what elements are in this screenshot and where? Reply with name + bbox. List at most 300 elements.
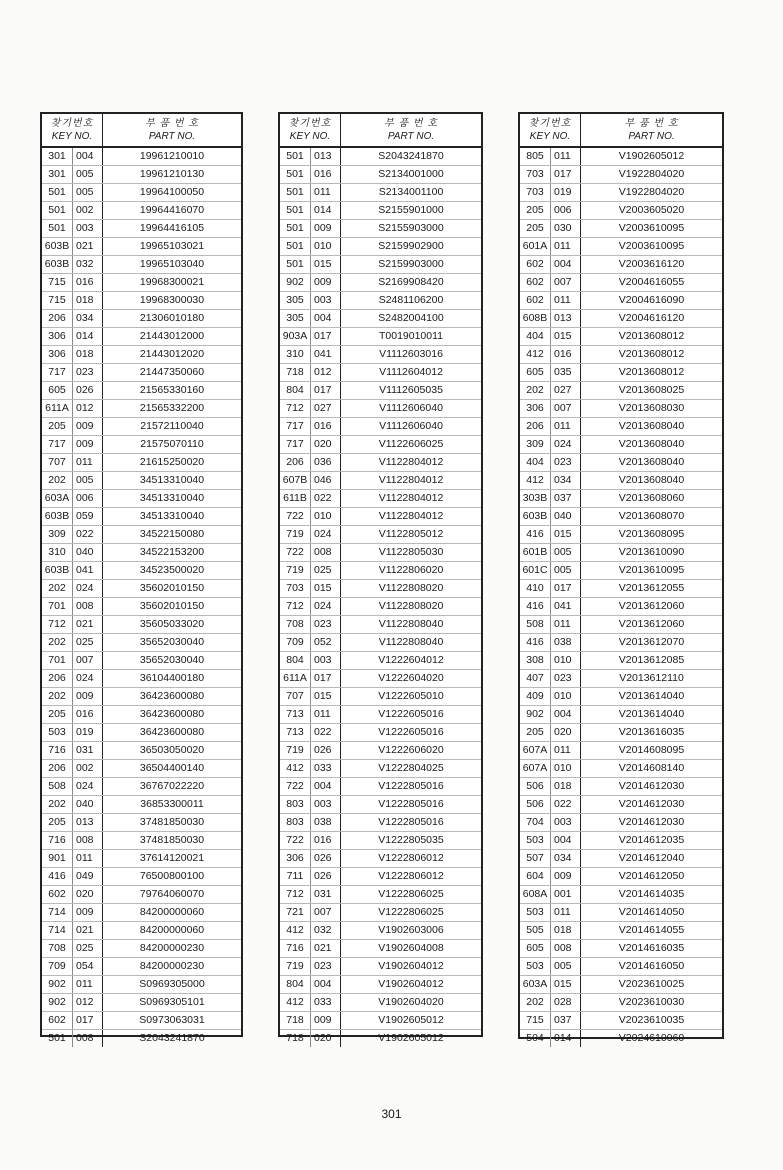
- key-group: 804: [280, 976, 311, 993]
- table-row: [280, 940, 481, 958]
- key-number: 023: [551, 454, 581, 471]
- table-row: [280, 706, 481, 724]
- part-number: 19965103021: [139, 240, 205, 252]
- key-group: 202: [520, 994, 551, 1011]
- key-number: 020: [311, 1030, 341, 1047]
- key-number: 011: [551, 238, 581, 255]
- part-number: V2013608012: [618, 330, 685, 342]
- key-group: 603B: [520, 508, 551, 525]
- table-row: [42, 418, 241, 436]
- key-number: 014: [551, 1030, 581, 1047]
- table-row: [520, 994, 722, 1012]
- part-number: 19961210010: [139, 150, 205, 162]
- table-row: [42, 742, 241, 760]
- table-row: [42, 778, 241, 796]
- table-row: [42, 454, 241, 472]
- key-number: 036: [311, 454, 341, 471]
- table-row: [280, 958, 481, 976]
- key-group: 718: [280, 364, 311, 381]
- key-number: 033: [311, 760, 341, 777]
- key-group: 501: [42, 202, 73, 219]
- part-number: 84200000230: [139, 942, 205, 954]
- part-number: V2013608025: [618, 384, 685, 396]
- key-number: 003: [311, 796, 341, 813]
- table-row: [42, 922, 241, 940]
- table-row: [42, 328, 241, 346]
- key-group: 501: [42, 1030, 73, 1047]
- key-group: 205: [42, 814, 73, 831]
- table-row: [280, 508, 481, 526]
- key-group: 713: [280, 724, 311, 741]
- table-row: [42, 616, 241, 634]
- table-row: [42, 670, 241, 688]
- key-number: 016: [311, 418, 341, 435]
- part-number: V2013612110: [619, 672, 684, 684]
- part-number: V2014614035: [618, 888, 685, 900]
- part-number: V1222806012: [378, 870, 444, 882]
- part-number: 76500800100: [139, 870, 205, 882]
- table-row: [280, 814, 481, 832]
- table-row: [520, 778, 722, 796]
- table-row: [520, 454, 722, 472]
- key-group: 804: [280, 382, 311, 399]
- key-number: 015: [551, 526, 581, 543]
- part-number: V2013610095: [618, 564, 685, 576]
- part-number: S2159903000: [378, 258, 444, 270]
- key-group: 507: [520, 850, 551, 867]
- key-group: 602: [520, 292, 551, 309]
- key-group: 412: [520, 346, 551, 363]
- key-group: 722: [280, 778, 311, 795]
- part-number: 36423600080: [139, 690, 205, 702]
- key-number: 015: [551, 328, 581, 345]
- key-group: 713: [280, 706, 311, 723]
- key-number: 008: [73, 1030, 103, 1047]
- part-number: V2013614040: [618, 708, 685, 720]
- table-row: [280, 490, 481, 508]
- table-row: [42, 760, 241, 778]
- key-number: 046: [311, 472, 341, 489]
- key-group: 719: [280, 742, 311, 759]
- key-number: 016: [73, 706, 103, 723]
- table-row: [42, 832, 241, 850]
- part-number: V1122806020: [378, 564, 444, 576]
- table-row: [520, 238, 722, 256]
- key-group: 608B: [520, 310, 551, 327]
- key-group: 503: [42, 724, 73, 741]
- table-row: [280, 562, 481, 580]
- table-row: [520, 220, 722, 238]
- key-group: 607A: [520, 742, 551, 759]
- part-number: 36767022220: [139, 780, 205, 792]
- key-no-header: [280, 114, 341, 146]
- key-number: 004: [551, 706, 581, 723]
- table-body: [280, 148, 481, 1047]
- table-header: [42, 114, 241, 148]
- key-group: 611A: [42, 400, 73, 417]
- table-row: [280, 436, 481, 454]
- key-number: 009: [311, 1012, 341, 1029]
- key-number: 002: [73, 202, 103, 219]
- table-row: [42, 148, 241, 166]
- part-number: V1112606040: [379, 420, 443, 432]
- parts-table-column-3: [518, 112, 724, 1044]
- table-row: [42, 400, 241, 418]
- table-row: [520, 256, 722, 274]
- table-row: [280, 364, 481, 382]
- part-number: S2155903000: [378, 222, 444, 234]
- part-number: V2013612060: [618, 618, 685, 630]
- key-number: 011: [73, 976, 103, 993]
- table-row: [42, 796, 241, 814]
- key-number: 006: [73, 490, 103, 507]
- table-row: [520, 166, 722, 184]
- table-row: [280, 778, 481, 796]
- part-no-header-kr: 부 품 번 호: [145, 118, 199, 129]
- key-number: 040: [73, 544, 103, 561]
- key-number: 011: [551, 742, 581, 759]
- key-number: 012: [73, 400, 103, 417]
- key-number: 003: [311, 292, 341, 309]
- key-number: 023: [551, 670, 581, 687]
- table-row: [280, 184, 481, 202]
- part-number: V1122808040: [378, 618, 444, 630]
- part-number: V2014612030: [618, 816, 685, 828]
- key-group: 309: [42, 526, 73, 543]
- table-row: [520, 634, 722, 652]
- key-number: 016: [311, 166, 341, 183]
- part-number: V2014608095: [618, 744, 685, 756]
- table-row: [520, 472, 722, 490]
- part-number: V2013608012: [618, 348, 685, 360]
- table-row: [280, 850, 481, 868]
- table-row: [42, 310, 241, 328]
- table-row: [42, 238, 241, 256]
- key-no-header-en: KEY NO.: [51, 131, 93, 142]
- key-number: 017: [311, 670, 341, 687]
- key-group: 602: [520, 256, 551, 273]
- part-number: V2014612030: [618, 798, 685, 810]
- key-group: 206: [42, 310, 73, 327]
- key-group: 715: [42, 292, 73, 309]
- key-number: 015: [311, 256, 341, 273]
- table-row: [520, 1012, 722, 1030]
- table-row: [42, 634, 241, 652]
- part-number: V1222806025: [378, 906, 444, 918]
- part-no-header: [103, 114, 241, 146]
- key-number: 017: [311, 328, 341, 345]
- part-number: 34513310040: [139, 474, 205, 486]
- part-number: 21443012020: [139, 348, 205, 360]
- key-number: 013: [551, 310, 581, 327]
- part-number: V1222805016: [378, 798, 444, 810]
- part-number: V1222806012: [378, 852, 444, 864]
- key-number: 011: [311, 184, 341, 201]
- key-group: 202: [42, 688, 73, 705]
- key-group: 305: [280, 310, 311, 327]
- part-number: V2014612035: [618, 834, 685, 846]
- key-number: 004: [311, 976, 341, 993]
- key-number: 003: [73, 220, 103, 237]
- key-number: 005: [551, 958, 581, 975]
- key-number: 009: [311, 274, 341, 291]
- part-number: 34522150080: [139, 528, 205, 540]
- table-row: [280, 454, 481, 472]
- part-number: V2004616055: [618, 276, 685, 288]
- key-group: 508: [42, 778, 73, 795]
- table-row: [42, 220, 241, 238]
- key-group: 902: [520, 706, 551, 723]
- key-group: 508: [520, 616, 551, 633]
- part-number: 19964100050: [139, 186, 205, 198]
- part-number: 34513310040: [139, 510, 205, 522]
- key-number: 023: [73, 364, 103, 381]
- part-number: V1222604020: [378, 672, 444, 684]
- key-number: 017: [551, 580, 581, 597]
- part-number: V1122804012: [378, 510, 444, 522]
- key-group: 715: [520, 1012, 551, 1029]
- key-group: 301: [42, 148, 73, 165]
- table-row: [280, 310, 481, 328]
- key-number: 004: [73, 148, 103, 165]
- key-number: 025: [311, 562, 341, 579]
- part-number: S2134001100: [378, 186, 444, 198]
- part-no-header-kr: 부 품 번 호: [624, 118, 679, 129]
- table-row: [42, 1030, 241, 1047]
- key-group: 301: [42, 166, 73, 183]
- table-row: [42, 958, 241, 976]
- key-group: 404: [520, 454, 551, 471]
- part-no-header: [581, 114, 722, 146]
- table-row: [280, 994, 481, 1012]
- key-number: 015: [551, 976, 581, 993]
- table-row: [42, 490, 241, 508]
- key-number: 009: [73, 436, 103, 453]
- part-number: V2024610060: [618, 1032, 685, 1044]
- part-number: 37481850030: [139, 834, 205, 846]
- part-number: V2013612060: [618, 600, 685, 612]
- key-group: 714: [42, 904, 73, 921]
- key-number: 005: [73, 166, 103, 183]
- part-number: V1922804020: [618, 168, 685, 180]
- key-number: 011: [73, 454, 103, 471]
- table-row: [42, 814, 241, 832]
- key-group: 202: [42, 580, 73, 597]
- table-row: [280, 796, 481, 814]
- key-number: 008: [73, 832, 103, 849]
- table-row: [280, 886, 481, 904]
- table-row: [42, 508, 241, 526]
- key-number: 018: [551, 922, 581, 939]
- key-group: 714: [42, 922, 73, 939]
- part-number: V2014612050: [618, 870, 685, 882]
- key-group: 712: [42, 616, 73, 633]
- key-number: 008: [551, 940, 581, 957]
- part-number: V1222805035: [378, 834, 444, 846]
- part-number: V1222605016: [378, 726, 444, 738]
- key-number: 009: [73, 904, 103, 921]
- key-number: 019: [551, 184, 581, 201]
- table-row: [520, 490, 722, 508]
- part-number: V1222605010: [378, 690, 444, 702]
- part-number: V2013608040: [618, 456, 685, 468]
- key-group: 503: [520, 832, 551, 849]
- table-row: [280, 274, 481, 292]
- key-number: 026: [311, 868, 341, 885]
- table-row: [280, 922, 481, 940]
- key-number: 033: [311, 994, 341, 1011]
- table-row: [280, 760, 481, 778]
- key-number: 037: [551, 490, 581, 507]
- table-row: [42, 886, 241, 904]
- table-row: [520, 310, 722, 328]
- key-group: 202: [42, 472, 73, 489]
- part-number: V2004616090: [618, 294, 685, 306]
- part-number: V1902604012: [378, 978, 444, 990]
- key-number: 010: [551, 688, 581, 705]
- key-number: 010: [311, 238, 341, 255]
- table-row: [280, 256, 481, 274]
- part-number: S2169908420: [378, 276, 444, 288]
- table-row: [280, 400, 481, 418]
- key-group: 501: [280, 166, 311, 183]
- table-row: [42, 166, 241, 184]
- key-group: 717: [42, 436, 73, 453]
- part-number: S2043241870: [378, 150, 444, 162]
- key-group: 303B: [520, 490, 551, 507]
- key-group: 416: [520, 526, 551, 543]
- part-number: 35602010150: [139, 600, 205, 612]
- key-number: 003: [551, 814, 581, 831]
- key-group: 503: [520, 958, 551, 975]
- key-number: 013: [73, 814, 103, 831]
- key-group: 501: [280, 238, 311, 255]
- part-number: 36104400180: [139, 672, 205, 684]
- key-no-header-kr: 찾기번호: [288, 118, 332, 129]
- key-number: 005: [73, 184, 103, 201]
- part-no-header: [341, 114, 481, 146]
- table-row: [42, 724, 241, 742]
- key-group: 202: [520, 382, 551, 399]
- key-number: 041: [311, 346, 341, 363]
- key-number: 015: [311, 580, 341, 597]
- table-row: [520, 292, 722, 310]
- part-number: S0969305000: [139, 978, 205, 990]
- key-group: 409: [520, 688, 551, 705]
- table-row: [42, 598, 241, 616]
- key-number: 026: [311, 850, 341, 867]
- table-row: [520, 202, 722, 220]
- key-group: 719: [280, 562, 311, 579]
- key-group: 310: [42, 544, 73, 561]
- key-number: 017: [551, 166, 581, 183]
- table-row: [520, 328, 722, 346]
- part-number: V1222805016: [378, 780, 444, 792]
- table-row: [520, 436, 722, 454]
- key-group: 701: [42, 598, 73, 615]
- key-group: 717: [280, 436, 311, 453]
- table-row: [520, 922, 722, 940]
- key-no-header: [520, 114, 581, 146]
- key-group: 410: [520, 580, 551, 597]
- part-number: 21615250020: [139, 456, 205, 468]
- table-row: [42, 364, 241, 382]
- key-group: 310: [280, 346, 311, 363]
- part-number: 36423600080: [139, 726, 205, 738]
- table-row: [42, 346, 241, 364]
- key-number: 010: [551, 760, 581, 777]
- part-number: V1902604020: [378, 996, 444, 1008]
- key-number: 007: [551, 274, 581, 291]
- part-number: V2014614050: [618, 906, 685, 918]
- table-row: [42, 562, 241, 580]
- part-number: V1222604012: [378, 654, 444, 666]
- key-number: 024: [311, 526, 341, 543]
- key-number: 010: [311, 508, 341, 525]
- key-number: 024: [73, 670, 103, 687]
- table-row: [280, 382, 481, 400]
- key-group: 603A: [520, 976, 551, 993]
- part-number: V2003610095: [618, 240, 685, 252]
- part-number: 36503050020: [139, 744, 205, 756]
- key-group: 407: [520, 670, 551, 687]
- table-row: [520, 1030, 722, 1047]
- key-number: 018: [551, 778, 581, 795]
- table-row: [520, 796, 722, 814]
- table-row: [280, 526, 481, 544]
- key-group: 306: [520, 400, 551, 417]
- table-row: [520, 724, 722, 742]
- key-number: 016: [73, 274, 103, 291]
- table-row: [42, 688, 241, 706]
- part-number: 36853300011: [140, 798, 204, 810]
- table-row: [520, 184, 722, 202]
- table-row: [520, 832, 722, 850]
- key-group: 602: [42, 1012, 73, 1029]
- key-group: 605: [520, 940, 551, 957]
- key-group: 601C: [520, 562, 551, 579]
- key-group: 602: [42, 886, 73, 903]
- key-number: 025: [73, 634, 103, 651]
- key-group: 412: [280, 760, 311, 777]
- table-row: [520, 382, 722, 400]
- key-group: 803: [280, 796, 311, 813]
- table-row: [280, 1030, 481, 1047]
- key-number: 041: [73, 562, 103, 579]
- table-row: [520, 958, 722, 976]
- key-group: 202: [42, 634, 73, 651]
- key-no-header: [42, 114, 103, 146]
- table-row: [520, 742, 722, 760]
- table-row: [280, 292, 481, 310]
- key-group: 803: [280, 814, 311, 831]
- key-number: 001: [551, 886, 581, 903]
- key-group: 703: [520, 166, 551, 183]
- key-number: 038: [311, 814, 341, 831]
- part-number: 36423600080: [139, 708, 205, 720]
- key-group: 202: [42, 796, 73, 813]
- table-row: [280, 598, 481, 616]
- key-number: 007: [73, 652, 103, 669]
- part-number: V1902604008: [378, 942, 444, 954]
- part-number: S2155901000: [378, 204, 444, 216]
- table-row: [520, 904, 722, 922]
- key-number: 037: [551, 1012, 581, 1029]
- key-number: 011: [551, 904, 581, 921]
- key-group: 715: [42, 274, 73, 291]
- key-number: 034: [73, 310, 103, 327]
- key-number: 012: [311, 364, 341, 381]
